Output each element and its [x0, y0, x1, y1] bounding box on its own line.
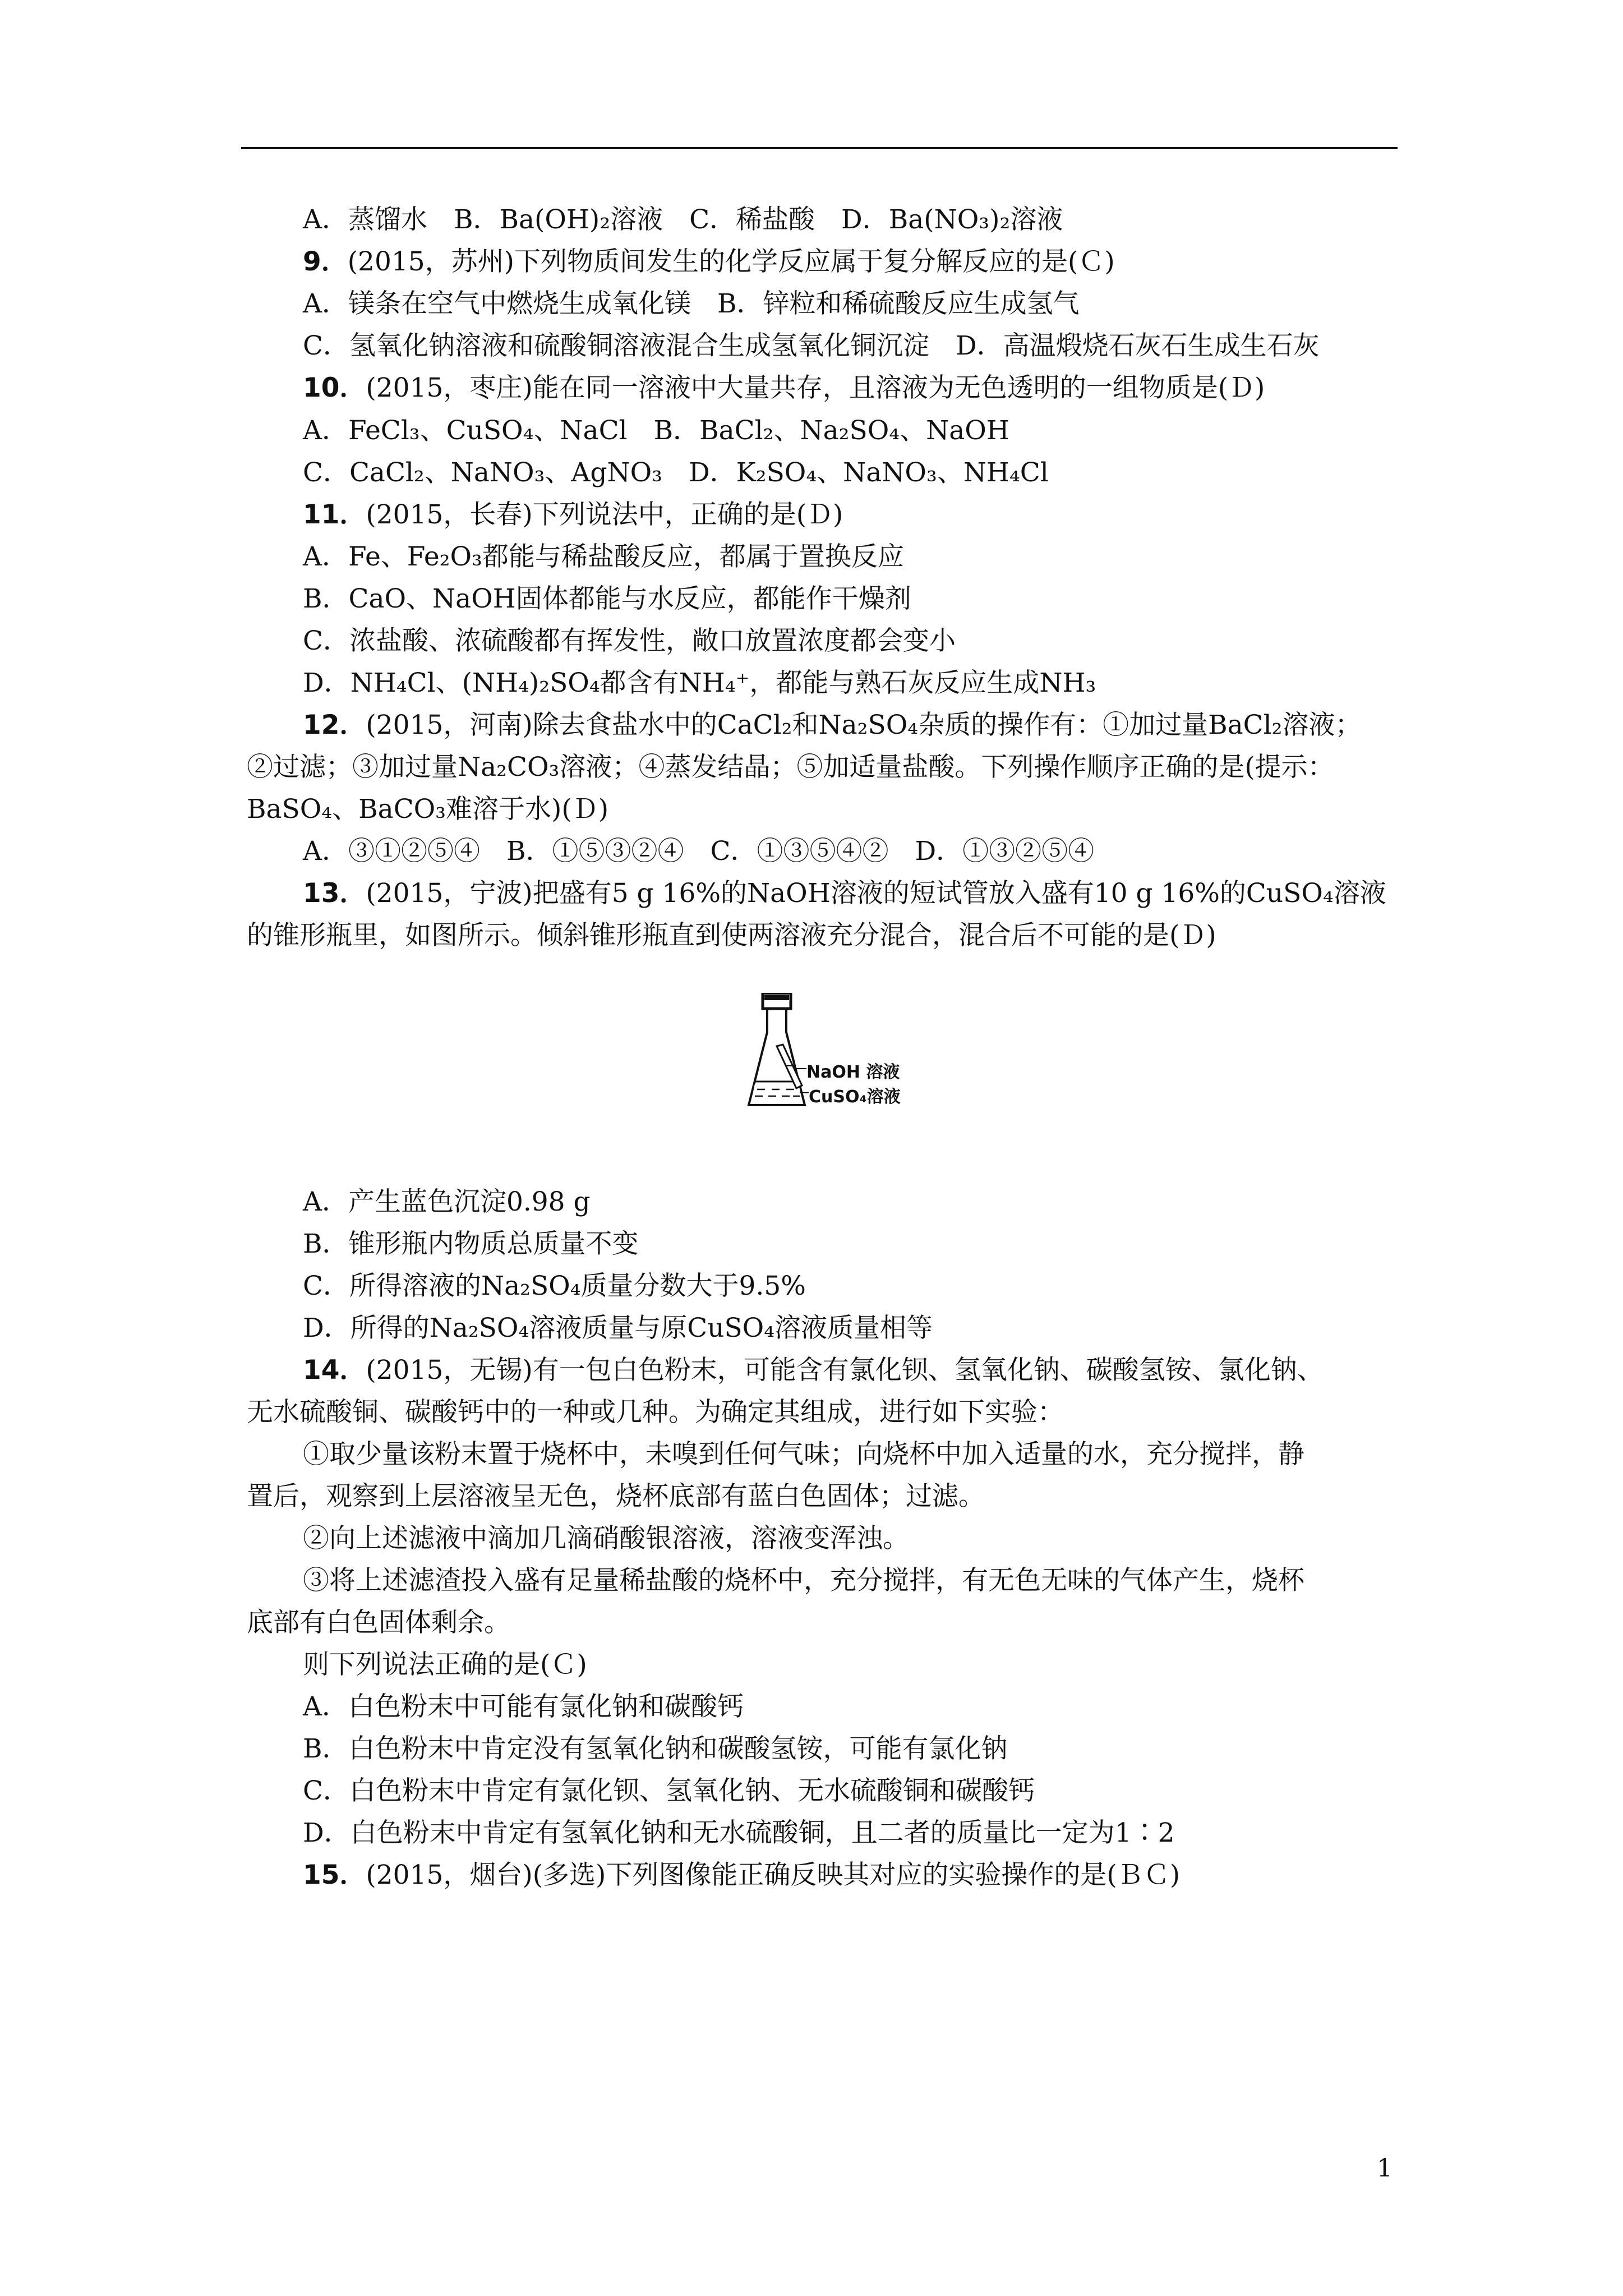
q14-step1b: 置后，观察到上层溶液呈无色，烧杯底部有蓝白色固体；过滤。 [247, 1481, 985, 1512]
naoh-label: NaOH 溶液 [806, 1062, 900, 1082]
header-rule [241, 147, 1398, 149]
q14-option-c: C．白色粉末中肯定有氯化钡、氢氧化钠、无水硫酸铜和碳酸钙 [303, 1775, 1035, 1806]
q14-option-a: A．白色粉末中可能有氯化钠和碳酸钙 [303, 1691, 744, 1722]
q10-options-cd: C．CaCl₂、NaNO₃、AgNO₃ D．K₂SO₄、NaNO₃、NH₄Cl [303, 457, 1049, 488]
q13-option-d: D．所得的Na₂SO₄溶液质量与原CuSO₄溶液质量相等 [303, 1313, 933, 1343]
q9-stem-line [303, 245, 1115, 279]
q10-number: 10． [303, 372, 366, 403]
q11-option-b: B．CaO、NaOH固体都能与水反应，都能作干燥剂 [303, 583, 911, 614]
q13-option-a: A．产生蓝色沉淀0.98 g [303, 1186, 591, 1217]
q11-option-c: C．浓盐酸、浓硫酸都有挥发性，敞口放置浓度都会变小 [303, 625, 956, 656]
q13-line2: 的锥形瓶里，如图所示。倾斜锥形瓶直到使两溶液充分混合，混合后不可能的是(Ｄ) [247, 920, 1216, 951]
q12-line3: BaSO₄、BaCO₃难溶于水)(Ｄ) [247, 794, 609, 825]
q10-options-ab: A．FeCl₃、CuSO₄、NaCl B．BaCl₂、Na₂SO₄、NaOH [303, 415, 1009, 446]
q13-number: 13． [303, 878, 366, 909]
q8-options: A．蒸馏水 B．Ba(OH)₂溶液 C．稀盐酸 D．Ba(NO₃)₂溶液 [303, 204, 1063, 235]
q14-step3b: 底部有白色固体剩余。 [247, 1607, 510, 1638]
q14-step3a: ③将上述滤渣投入盛有足量稀盐酸的烧杯中，充分搅拌，有无色无味的气体产生，烧杯 [303, 1565, 1304, 1596]
q12-line2: ②过滤；③加过量Na₂CO₃溶液；④蒸发结晶；⑤加适量盐酸。下列操作顺序正确的是(提示： [247, 752, 1334, 783]
q15-number: 15． [303, 1860, 366, 1890]
q14-line2: 无水硫酸铜、碳酸钙中的一种或几种。为确定其组成，进行如下实验： [247, 1397, 1064, 1428]
q11-stem: (2015，长春)下列说法中，正确的是(Ｄ) [366, 499, 843, 530]
q12-line1 [303, 708, 1361, 742]
q11-stem-line [303, 498, 843, 532]
page-number: 1 [1377, 2154, 1393, 2183]
q9-options-ab: A．镁条在空气中燃烧生成氧化镁 B．锌粒和稀硫酸反应生成氢气 [303, 288, 1080, 319]
q14-line1 [303, 1354, 1324, 1387]
q14-step2: ②向上述滤液中滴加几滴硝酸银溶液，溶液变浑浊。 [303, 1523, 909, 1554]
q14-text1: (2015，无锡)有一包白色粉末，可能含有氯化钡、氢氧化钠、碳酸氢铵、氯化钠、 [366, 1355, 1324, 1386]
q12-options: A．③①②⑤④ B．①⑤③②④ C．①③⑤④② D．①③②⑤④ [303, 836, 1095, 867]
cuso4-label: CuSO₄溶液 [809, 1087, 901, 1107]
q14-step1a: ①取少量该粉末置于烧杯中，未嗅到任何气味；向烧杯中加入适量的水，充分搅拌，静 [303, 1439, 1304, 1470]
q13-option-b: B．锥形瓶内物质总质量不变 [303, 1228, 639, 1259]
q14-option-d: D．白色粉末中肯定有氢氧化钠和无水硫酸铜，且二者的质量比一定为1∶2 [303, 1818, 1175, 1848]
q13-text1: (2015，宁波)把盛有5 g 16%的NaOH溶液的短试管放入盛有10 g 16%的CuSO₄溶液 [366, 878, 1386, 909]
q9-options-cd: C．氢氧化钠溶液和硫酸铜溶液混合生成氢氧化铜沉淀 D．高温煅烧石灰石生成生石灰 [303, 330, 1320, 361]
flask-figure [746, 993, 953, 1116]
q12-text1: (2015，河南)除去食盐水中的CaCl₂和Na₂SO₄杂质的操作有：①加过量BaCl₂溶液； [366, 710, 1362, 740]
q10-stem: (2015，枣庄)能在同一溶液中大量共存，且溶液为无色透明的一组物质是(Ｄ) [366, 372, 1265, 403]
q14-option-b: B．白色粉末中肯定没有氢氧化钠和碳酸氢铵，可能有氯化钠 [303, 1733, 1008, 1764]
q14-question: 则下列说法正确的是(Ｃ) [303, 1649, 587, 1680]
q14-number: 14． [303, 1355, 366, 1386]
q10-stem-line [303, 371, 1265, 405]
q12-number: 12． [303, 710, 366, 740]
q11-number: 11． [303, 499, 366, 530]
q9-stem: (2015，苏州)下列物质间发生的化学反应属于复分解反应的是(Ｃ) [347, 246, 1115, 277]
q13-line1 [303, 877, 1386, 910]
q15-stem: (2015，烟台)(多选)下列图像能正确反映其对应的实验操作的是(ＢＣ) [366, 1860, 1181, 1890]
q11-option-d: D．NH₄Cl、(NH₄)₂SO₄都含有NH₄⁺，都能与熟石灰反应生成NH₃ [303, 668, 1096, 698]
q9-number: 9． [303, 246, 348, 277]
q11-option-a: A．Fe、Fe₂O₃都能与稀盐酸反应，都属于置换反应 [303, 541, 904, 572]
q13-option-c: C．所得溶液的Na₂SO₄质量分数大于9.5% [303, 1271, 806, 1301]
q15-stem-line [303, 1858, 1180, 1892]
